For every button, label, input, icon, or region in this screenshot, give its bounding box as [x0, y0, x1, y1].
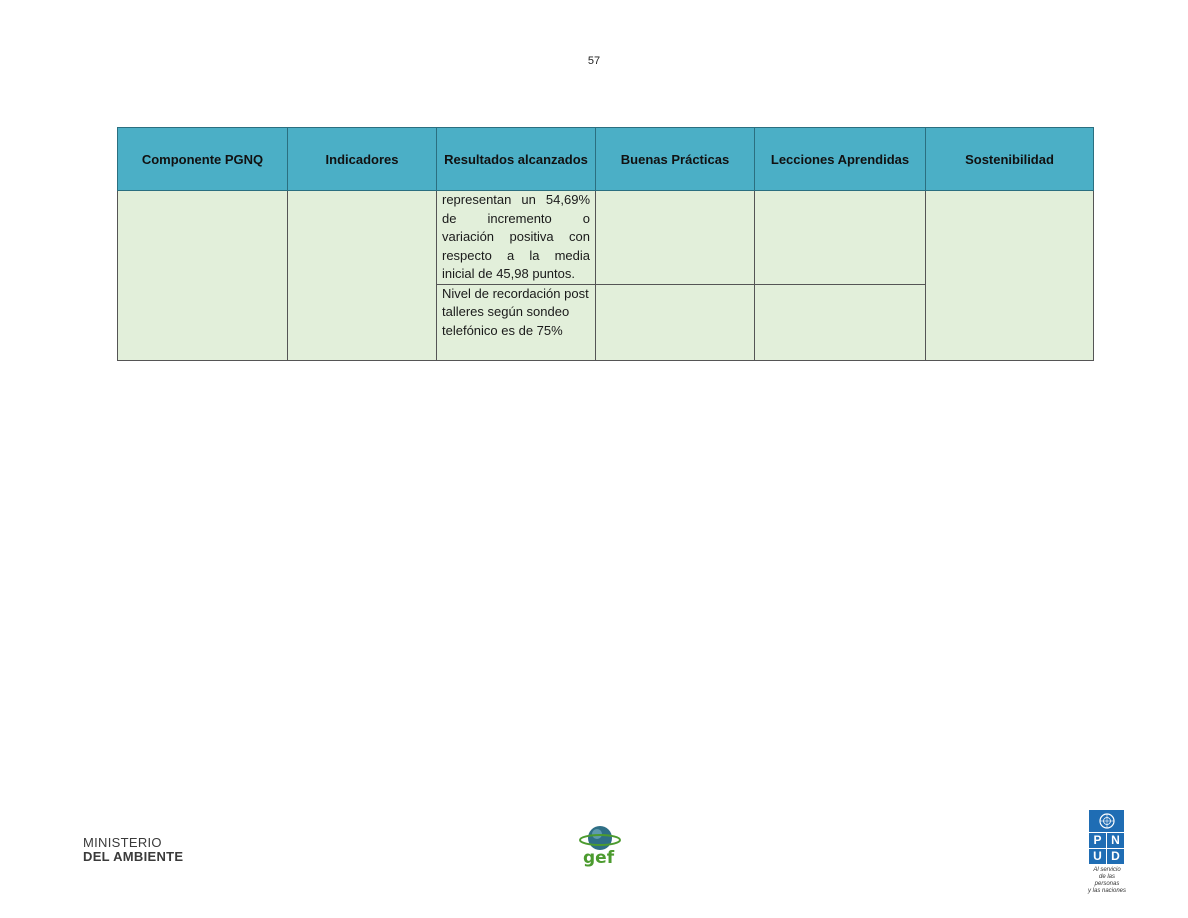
gef-text: gef [583, 848, 615, 868]
pnud-tagline-line: de las personas [1094, 874, 1120, 887]
minam-line2: DEL AMBIENTE [83, 849, 184, 864]
pnud-logo [1086, 810, 1128, 895]
cell-buenas-practicas [596, 284, 755, 360]
header-indicadores: Indicadores [288, 128, 437, 191]
cell-buenas-practicas [596, 191, 755, 285]
un-emblem-icon [1089, 810, 1124, 832]
cell-componente [118, 191, 288, 361]
cell-lecciones [755, 191, 926, 285]
cell-sostenibilidad [926, 191, 1094, 361]
table-row [118, 191, 1094, 285]
pnud-letter: U [1089, 849, 1106, 864]
header-componente: Componente PGNQ [118, 128, 288, 191]
header-sostenibilidad: Sostenibilidad [926, 128, 1094, 191]
results-table [117, 127, 1094, 361]
page-number: 57 [587, 55, 601, 67]
pnud-letter: P [1089, 833, 1106, 848]
pnud-tagline [1086, 867, 1128, 895]
header-buenas-practicas: Buenas Prácticas [596, 128, 755, 191]
cell-resultado: Nivel de recordación post talleres según sondeo telefónico es de 75% [437, 284, 596, 360]
cell-resultado: representan un 54,69% de incremento o variación positiva con respecto a la media inicial de 45,98 puntos. [437, 191, 596, 285]
pnud-letter: D [1107, 849, 1124, 864]
header-resultados: Resultados alcanzados [437, 128, 596, 191]
table-header-row [118, 128, 1094, 191]
pnud-letter: N [1107, 833, 1124, 848]
gef-logo [577, 823, 623, 873]
cell-indicadores [288, 191, 437, 361]
pnud-tagline-line: Al servicio [1093, 867, 1121, 873]
minam-line1: MINISTERIO [83, 835, 162, 850]
ministerio-ambiente-logo [83, 836, 183, 864]
header-lecciones: Lecciones Aprendidas [755, 128, 926, 191]
pnud-tagline-line: y las naciones [1087, 888, 1127, 894]
cell-lecciones [755, 284, 926, 360]
